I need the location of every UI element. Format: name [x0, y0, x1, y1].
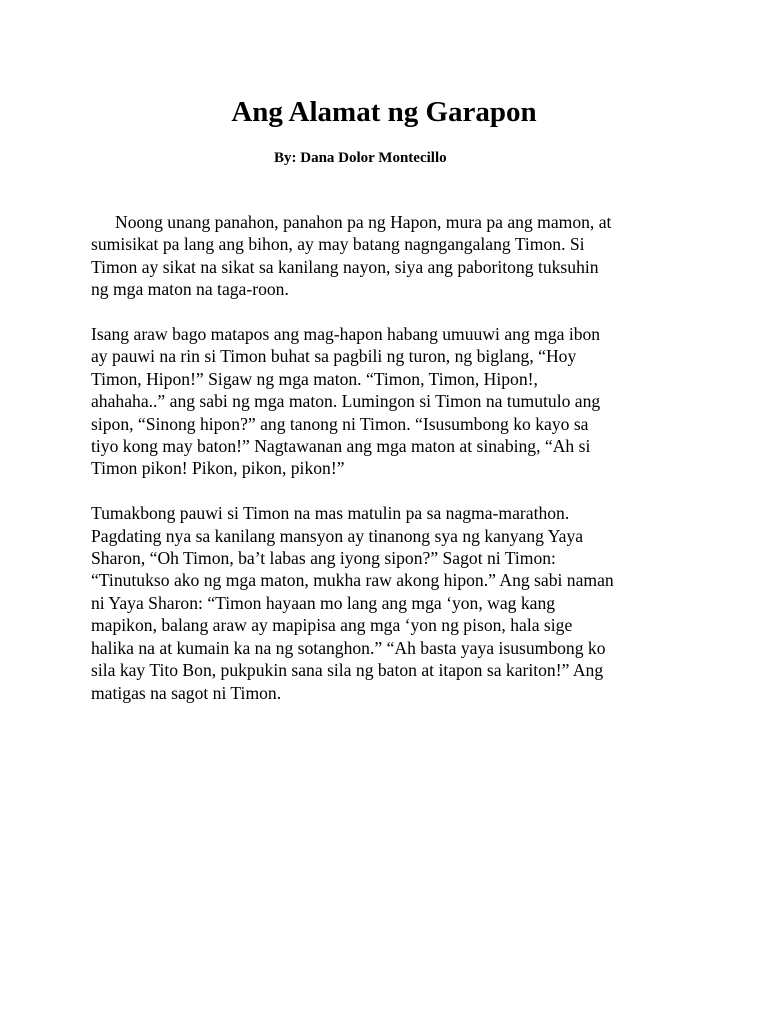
paragraph-line: Sharon, “Oh Timon, ba’t labas ang iyong sipon?” Sagot ni Timon: — [91, 548, 556, 569]
paragraph-line: sila kay Tito Bon, pukpukin sana sila ng baton at itapon sa kariton!” Ang — [91, 660, 604, 681]
document-body — [91, 211, 691, 726]
paragraph-line: ni Yaya Sharon: “Timon hayaan mo lang ang mga ‘yon, wag kang — [91, 592, 556, 613]
paragraph-line: Timon pikon! Pikon, pikon, pikon!” — [91, 458, 345, 479]
paragraph-line: matigas na sagot ni Timon. — [91, 682, 282, 703]
paragraph-1 — [91, 211, 691, 301]
document-title: Ang Alamat ng Garapon — [231, 96, 537, 128]
paragraph-line: Isang araw bago matapos ang mag-hapon habang umuuwi ang mga ibon — [91, 324, 601, 345]
paragraph-line: Tumakbong pauwi si Timon na mas matulin pa sa nagma-marathon. — [91, 503, 570, 524]
paragraph-line: sumisikat pa lang ang bihon, ay may batang nagngangalang Timon. Si — [91, 234, 585, 255]
paragraph-line: “Tinutukso ako ng mga maton, mukha raw akong hipon.” Ang sabi naman — [91, 570, 614, 591]
paragraph-line: ahahaha..” ang sabi ng mga maton. Lumingon si Timon na tumutulo ang — [91, 391, 601, 412]
paragraph-line: Timon ay sikat na sikat sa kanilang nayon, siya ang paboritong tuksuhin — [91, 256, 599, 277]
paragraph-3 — [91, 502, 691, 704]
author-byline: By: Dana Dolor Montecillo — [274, 150, 447, 166]
paragraph-line: tiyo kong may baton!” Nagtawanan ang mga maton at sinabing, “Ah si — [91, 436, 591, 457]
paragraph-2 — [91, 323, 691, 480]
paragraph-line: sipon, “Sinong hipon?” ang tanong ni Timon. “Isusumbong ko kayo sa — [91, 413, 589, 434]
paragraph-line: Pagdating nya sa kanilang mansyon ay tinanong sya ng kanyang Yaya — [91, 525, 584, 546]
paragraph-line: halika na at kumain ka na ng sotanghon.” “Ah basta yaya isusumbong ko — [91, 637, 606, 658]
paragraph-line: ng mga maton na taga-roon. — [91, 279, 289, 300]
paragraph-line: Timon, Hipon!” Sigaw ng mga maton. “Timon, Timon, Hipon!, — [91, 368, 538, 389]
paragraph-line: mapikon, balang araw ay mapipisa ang mga ‘yon ng pison, hala sige — [91, 615, 573, 636]
paragraph-line: Noong unang panahon, panahon pa ng Hapon, mura pa ang mamon, at — [115, 212, 612, 232]
paragraph-line: ay pauwi na rin si Timon buhat sa pagbili ng turon, ng biglang, “Hoy — [91, 346, 577, 367]
